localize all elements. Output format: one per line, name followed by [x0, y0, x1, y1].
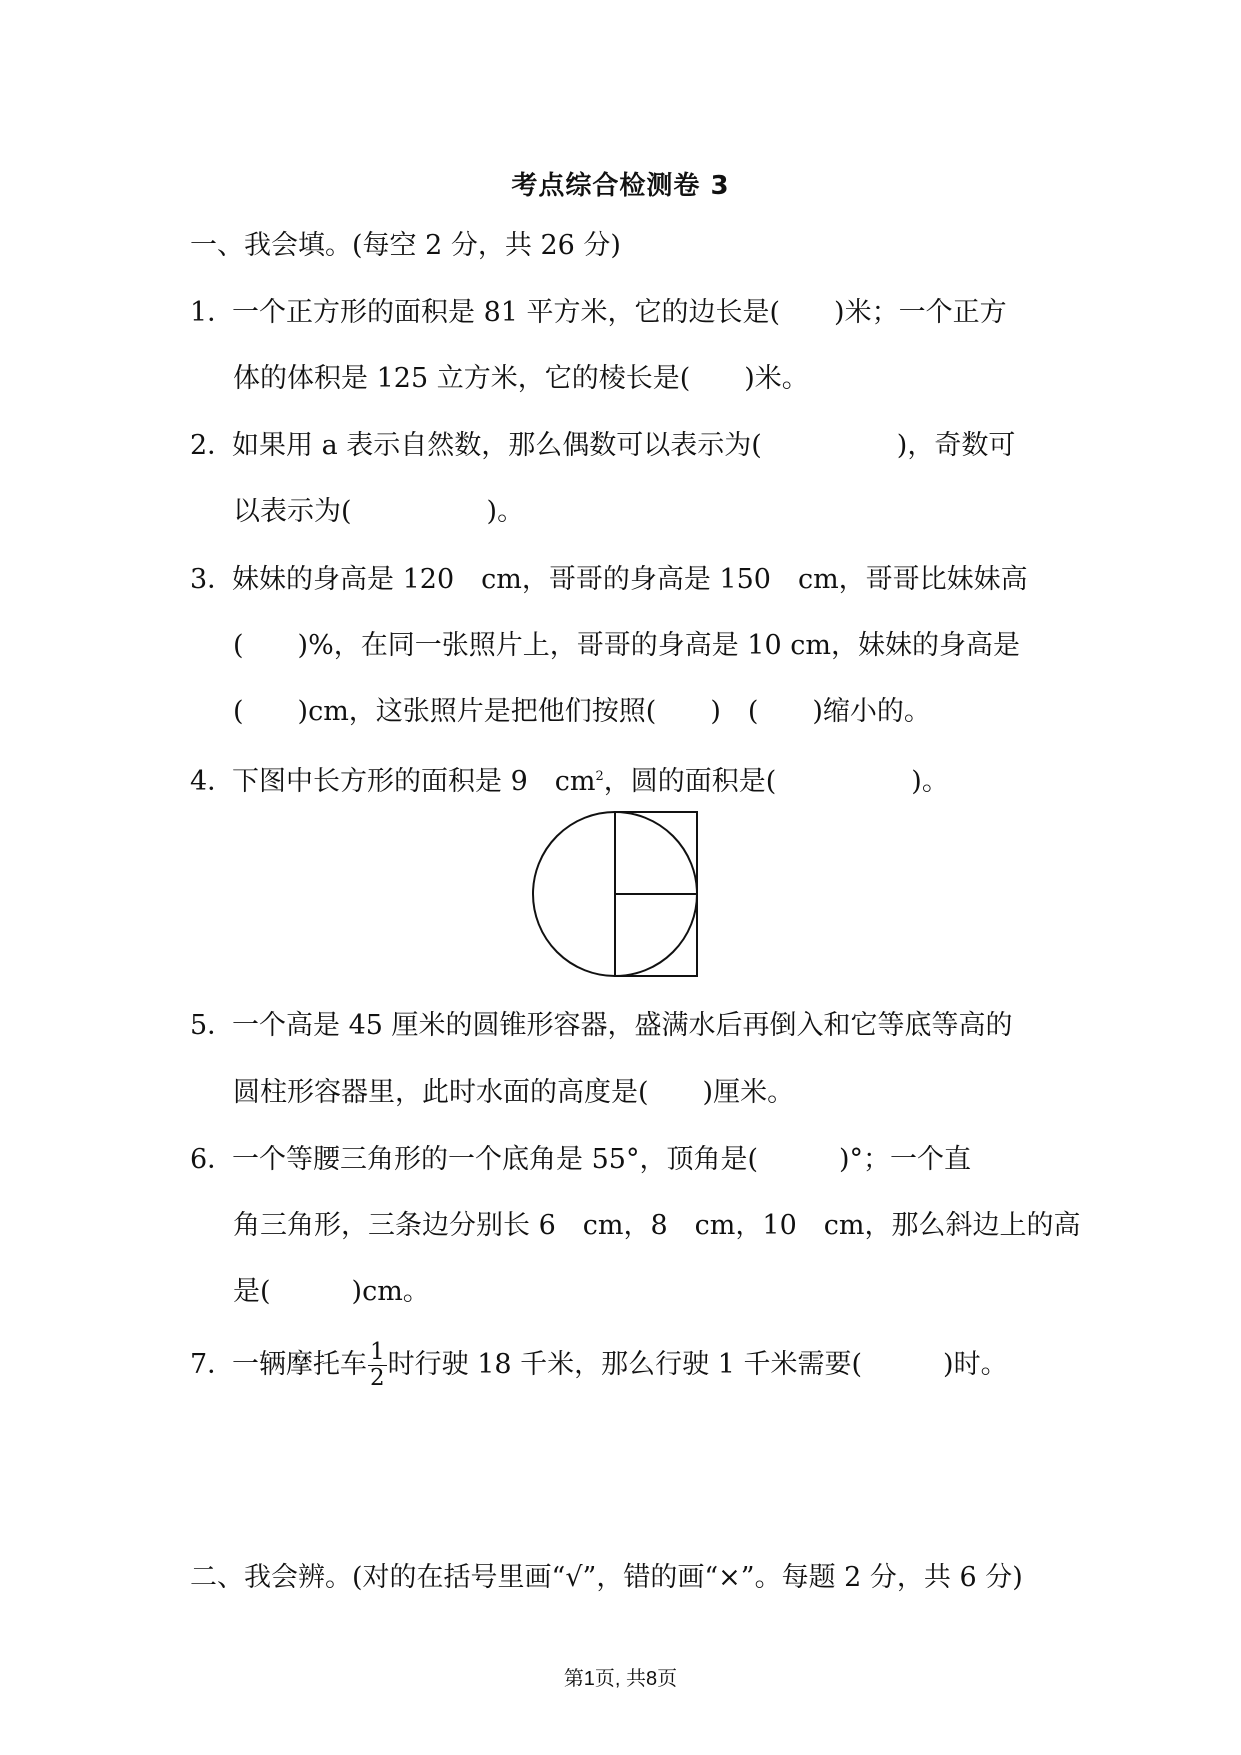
circle-rectangle-figure [530, 810, 710, 980]
question-3-line3: ( )cm，这张照片是把他们按照( ) ( )缩小的。 [233, 696, 931, 727]
question-5-number: 5． [190, 1010, 235, 1041]
question-4-text-a: 下图中长方形的面积是 9 cm [232, 766, 596, 797]
question-7-text-post: 时行驶 18 千米，那么行驶 1 千米需要( )时。 [387, 1349, 1008, 1380]
question-3 [190, 562, 1028, 598]
question-6-line3: 是( )cm。 [233, 1276, 430, 1307]
fraction-numerator: 1 [370, 1339, 385, 1365]
question-4-superscript: 2 [595, 769, 604, 784]
page-title: 考点综合检测卷 3 [511, 171, 730, 201]
question-3-number: 3． [190, 564, 235, 595]
question-1-line1: 一个正方形的面积是 81 平方米，它的边长是( )米；一个正方 [232, 297, 1007, 328]
question-2-line1: 如果用 a 表示自然数，那么偶数可以表示为( )，奇数可 [232, 430, 1016, 461]
question-4-number: 4． [190, 766, 235, 797]
question-5-line2: 圆柱形容器里，此时水面的高度是( )厘米。 [233, 1077, 795, 1108]
fraction-denominator: 2 [370, 1365, 385, 1391]
question-1-line2: 体的体积是 125 立方米，它的棱长是( )米。 [233, 363, 809, 394]
question-7-fraction [368, 1340, 387, 1391]
question-6-line2: 角三角形，三条边分别长 6 cm，8 cm，10 cm，那么斜边上的高 [233, 1210, 1081, 1241]
question-2-number: 2． [190, 430, 235, 461]
page-footer: 第1页, 共8页 [563, 1668, 678, 1690]
question-2-line2: 以表示为( )。 [233, 496, 525, 527]
question-2 [190, 428, 1015, 464]
question-4-text-b: ，圆的面积是( )。 [603, 766, 949, 797]
question-6-line1: 一个等腰三角形的一个底角是 55°，顶角是( )°；一个直 [232, 1144, 972, 1175]
question-6-number: 6． [190, 1144, 235, 1175]
question-1-number: 1． [190, 297, 235, 328]
question-7-text-pre: 一辆摩托车 [232, 1349, 367, 1380]
question-1 [190, 295, 1007, 331]
section1-heading: 一、我会填。(每空 2 分，共 26 分) [190, 230, 621, 261]
question-7-number: 7． [190, 1349, 235, 1380]
question-4 [190, 759, 949, 800]
question-7 [190, 1340, 1008, 1391]
question-3-line1: 妹妹的身高是 120 cm，哥哥的身高是 150 cm，哥哥比妹妹高 [232, 564, 1028, 595]
question-6 [190, 1142, 971, 1178]
question-3-line2: ( )%，在同一张照片上，哥哥的身高是 10 cm，妹妹的身高是 [233, 630, 1020, 661]
question-5 [190, 1008, 1013, 1044]
section2-heading: 二、我会辨。(对的在括号里画“√”，错的画“×”。每题 2 分，共 6 分) [190, 1562, 1023, 1593]
question-5-line1: 一个高是 45 厘米的圆锥形容器，盛满水后再倒入和它等底等高的 [232, 1010, 1013, 1041]
